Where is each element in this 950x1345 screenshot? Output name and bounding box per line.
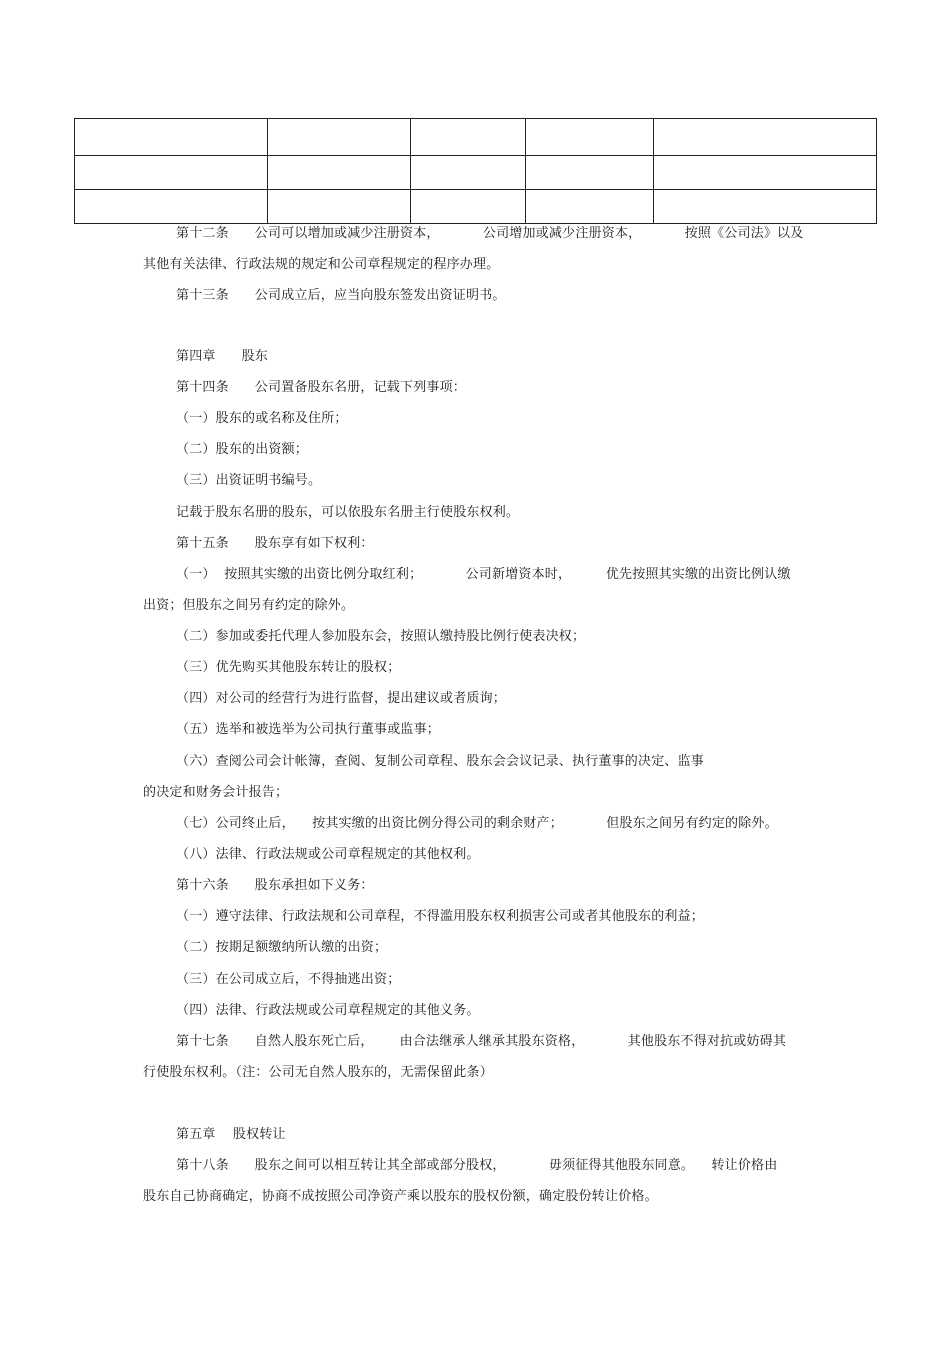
article-15-item-8: （八）法律、行政法规或公司章程规定的其他权利。 bbox=[176, 847, 480, 862]
article-12-line-1: 第十二条 公司可以增加或减少注册资本， 公司增加或减少注册资本， 按照《公司法》以及 bbox=[176, 226, 804, 241]
table-cell bbox=[268, 156, 411, 190]
article-17-line-1: 第十七条 自然人股东死亡后， 由合法继承人继承其股东资格， 其他股东不得对抗或妨碍其 bbox=[176, 1034, 787, 1049]
article-13: 第十三条 公司成立后，应当向股东签发出资证明书。 bbox=[176, 288, 506, 303]
table-cell bbox=[75, 190, 268, 224]
article-16-item-2: （二）按期足额缴纳所认缴的出资； bbox=[176, 940, 388, 955]
article-14: 第十四条 公司置备股东名册，记载下列事项： bbox=[176, 380, 466, 395]
article-16-item-3: （三）在公司成立后，不得抽逃出资； bbox=[176, 972, 401, 987]
article-14-note: 记载于股东名册的股东，可以依股东名册主行使股东权利。 bbox=[176, 505, 520, 520]
article-16-item-1: （一）遵守法律、行政法规和公司章程，不得滥用股东权利损害公司或者其他股东的利益； bbox=[176, 909, 705, 924]
article-14-item-3: （三）出资证明书编号。 bbox=[176, 473, 322, 488]
table-cell bbox=[526, 119, 654, 156]
chapter-4-heading: 第四章 股东 bbox=[176, 349, 268, 364]
table-cell bbox=[75, 156, 268, 190]
article-14-item-1: （一）股东的或名称及住所； bbox=[176, 411, 348, 426]
table-cell bbox=[654, 119, 877, 156]
article-15-item-2: （二）参加或委托代理人参加股东会，按照认缴持股比例行使表决权； bbox=[176, 629, 586, 644]
article-15-item-3: （三）优先购买其他股东转让的股权； bbox=[176, 660, 401, 675]
article-18-line-2: 股东自己协商确定，协商不成按照公司净资产乘以股东的股权份额，确定股份转让价格。 bbox=[143, 1189, 658, 1204]
table-cell bbox=[75, 119, 268, 156]
article-16: 第十六条 股东承担如下义务： bbox=[176, 878, 374, 893]
table-cell bbox=[411, 156, 526, 190]
article-15-item-1-line-1: （一） 按照其实缴的出资比例分取红利； 公司新增资本时， 优先按照其实缴的出资比例认缴 bbox=[176, 567, 791, 582]
article-12-line-2: 其他有关法律、行政法规的规定和公司章程规定的程序办理。 bbox=[143, 257, 500, 272]
article-15: 第十五条 股东享有如下权利： bbox=[176, 536, 374, 551]
table-cell bbox=[268, 190, 411, 224]
article-15-item-6-line-2: 的决定和财务会计报告； bbox=[143, 785, 289, 800]
table-cell bbox=[526, 156, 654, 190]
table-cell bbox=[411, 190, 526, 224]
article-15-item-4: （四）对公司的经营行为进行监督，提出建议或者质询； bbox=[176, 691, 507, 706]
table-cell bbox=[526, 190, 654, 224]
article-15-item-7: （七）公司终止后， 按其实缴的出资比例分得公司的剩余财产； 但股东之间另有约定的除外。 bbox=[176, 816, 778, 831]
table-cell bbox=[411, 119, 526, 156]
article-15-item-1-line-2: 出资；但股东之间另有约定的除外。 bbox=[143, 598, 355, 613]
table-cell bbox=[654, 190, 877, 224]
capital-table bbox=[74, 118, 877, 224]
article-15-item-6-line-1: （六）查阅公司会计帐簿，查阅、复制公司章程、股东会会议记录、执行董事的决定、监事 bbox=[176, 754, 705, 769]
table-cell bbox=[268, 119, 411, 156]
chapter-5-heading: 第五章 股权转让 bbox=[176, 1127, 286, 1142]
article-17-line-2: 行使股东权利。（注：公司无自然人股东的，无需保留此条） bbox=[143, 1065, 493, 1080]
article-18-line-1: 第十八条 股东之间可以相互转让其全部或部分股权， 毋须征得其他股东同意。 转让价格由 bbox=[176, 1158, 778, 1173]
article-14-item-2: （二）股东的出资额； bbox=[176, 442, 309, 457]
table-cell bbox=[654, 156, 877, 190]
article-16-item-4: （四）法律、行政法规或公司章程规定的其他义务。 bbox=[176, 1003, 480, 1018]
article-15-item-5: （五）选举和被选举为公司执行董事或监事； bbox=[176, 722, 441, 737]
